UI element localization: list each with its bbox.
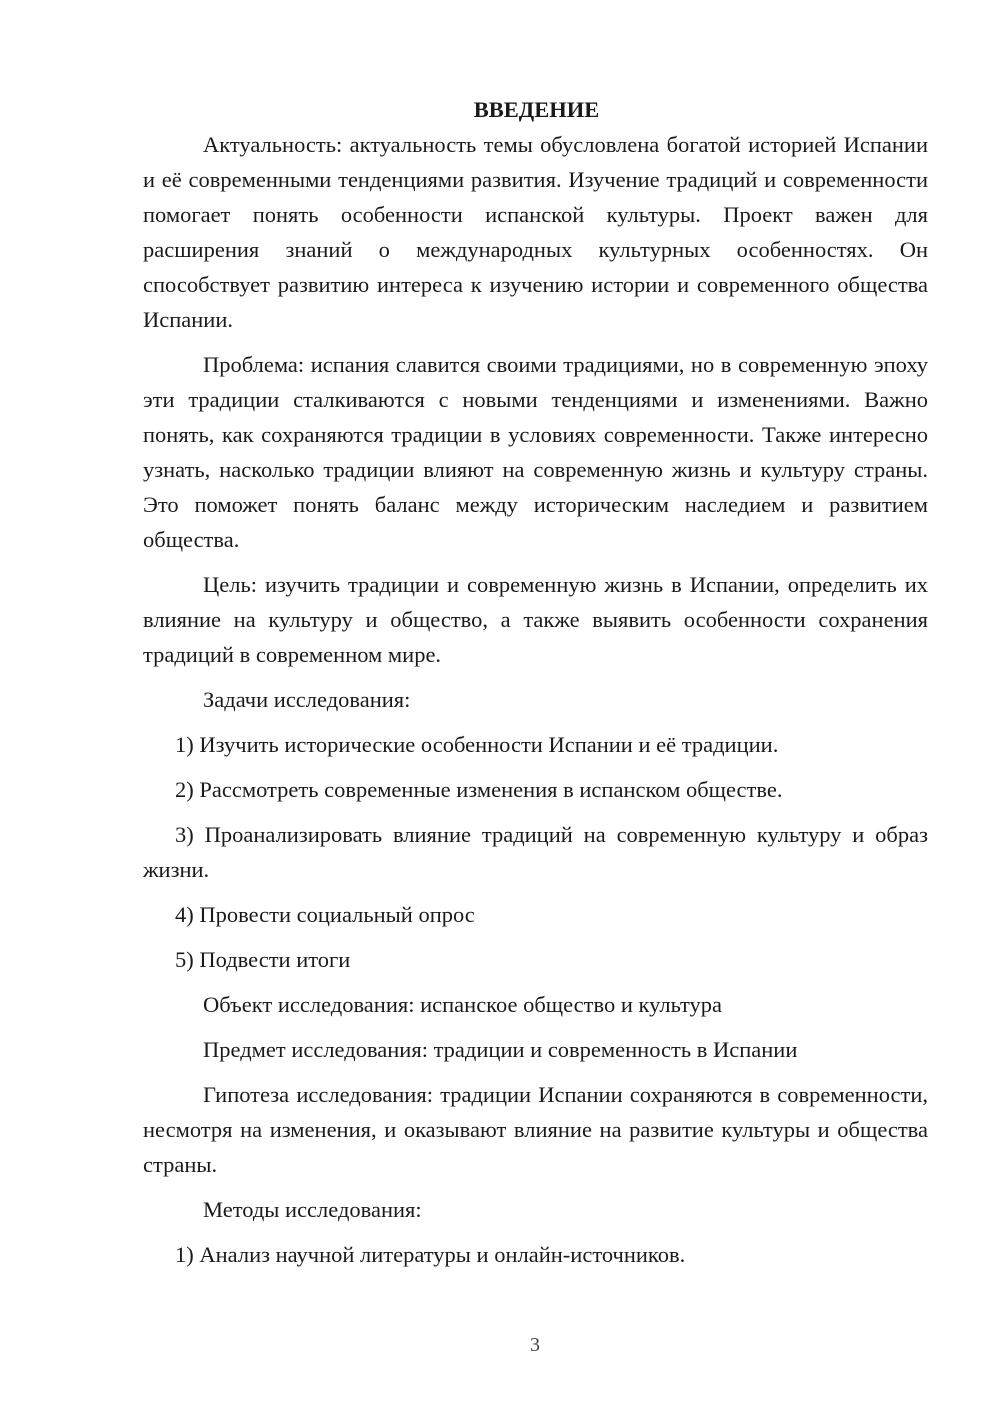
tasks-heading: Задачи исследования: (203, 687, 411, 712)
task-item: 2) Рассмотреть современные изменения в испанском обществе. (175, 777, 783, 802)
section-title: ВВЕДЕНИЕ (473, 97, 600, 122)
task-item: 1) Изучить исторические особенности Испании и её традиции. (175, 732, 779, 757)
relevance-paragraph: Актуальность: актуальность темы обусловлена богатой историей Испании и её современными тенденциями развития. Изучение традиций и современности помогает понять особенности испанской культуры. Проект важен для расширения знаний о международных культурных особенностях. Он способствует развитию интереса к изучению истории и современного общества Испании. (143, 132, 928, 332)
task-item: 4) Провести социальный опрос (175, 902, 475, 927)
research-object: Объект исследования: испанское общество и культура (203, 992, 723, 1017)
method-item: 1) Анализ научной литературы и онлайн-источников. (175, 1242, 686, 1267)
research-subject: Предмет исследования: традиции и современность в Испании (203, 1037, 798, 1062)
goal-paragraph: Цель: изучить традиции и современную жизнь в Испании, определить их влияние на культуру и общество, а также выявить особенности сохранения традиций в современном мире. (143, 572, 928, 667)
methods-heading: Методы исследования: (203, 1197, 422, 1222)
task-item: 5) Подвести итоги (175, 947, 351, 972)
page-number: 3 (530, 1334, 540, 1356)
problem-paragraph: Проблема: испания славится своими традициями, но в современную эпоху эти традиции сталкиваются с новыми тенденциями и изменениями. Важно понять, как сохраняются традиции в условиях современности. Также интересно узнать, насколько традиции влияют на современную жизнь и культуру страны. Это поможет понять баланс между историческим наследием и развитием общества. (143, 352, 928, 552)
task-item: 3) Проанализировать влияние традиций на современную культуру и образ жизни. (143, 822, 928, 882)
hypothesis-paragraph: Гипотеза исследования: традиции Испании сохраняются в современности, несмотря на изменения, и оказывают влияние на развитие культуры и общества страны. (143, 1082, 928, 1177)
page-content (143, 92, 928, 1282)
